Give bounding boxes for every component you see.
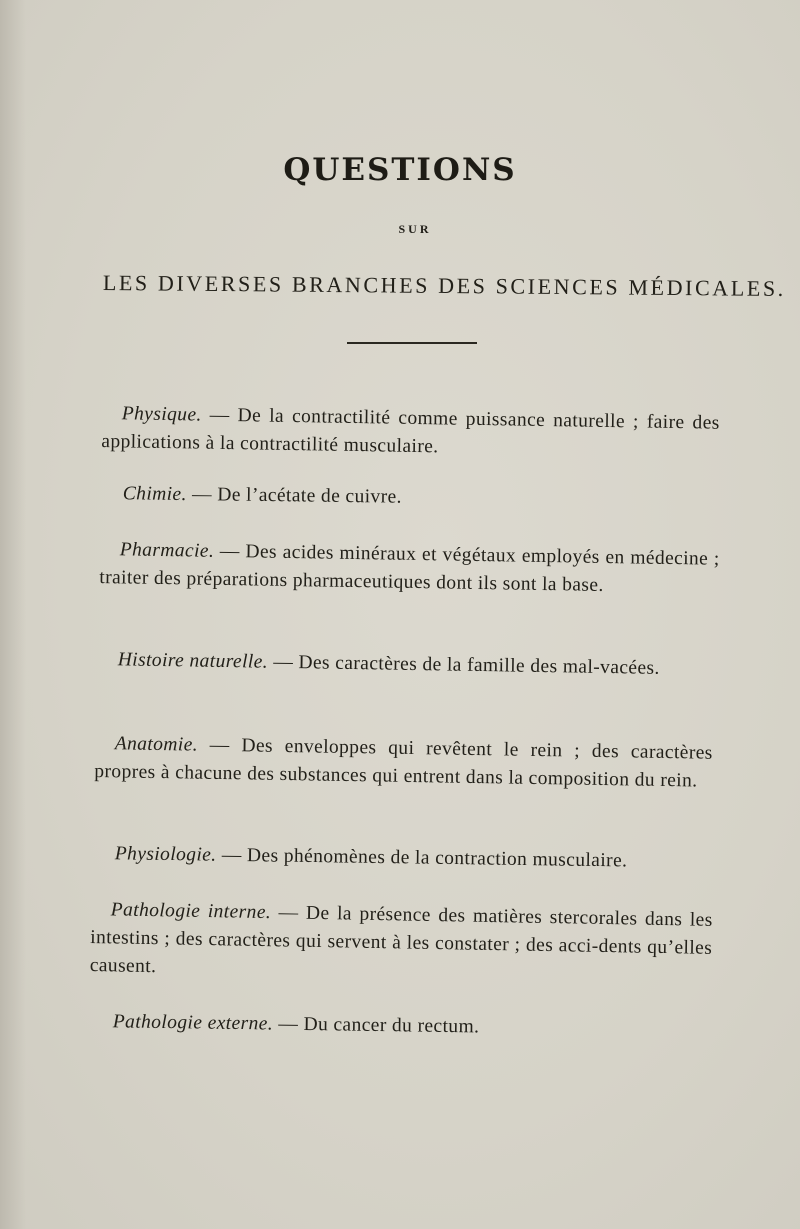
subject-label: Pharmacie. xyxy=(119,539,215,562)
subject-label: Physique. xyxy=(121,403,202,426)
question-text: — Des acides minéraux et végétaux employés en médecine ; traiter des préparations pharmaceutiques dont ils sont la base. xyxy=(99,540,720,596)
subject-label: Anatomie. xyxy=(114,733,199,756)
title-divider xyxy=(347,342,477,344)
question-chimie xyxy=(103,480,721,516)
question-text: — Du cancer du rectum. xyxy=(272,1013,480,1038)
question-text: — Des phénomènes de la contraction musculaire. xyxy=(216,844,628,872)
subject-label: Histoire naturelle. xyxy=(117,649,269,673)
subject-label: Pathologie interne. xyxy=(110,899,272,924)
question-physiologie xyxy=(95,840,713,877)
question-anatomie xyxy=(94,730,713,796)
question-text: — Des enveloppes qui revêtent le rein ; des caractères propres à chacune des substances qui entrent dans la composition du rein. xyxy=(94,734,713,792)
question-text: — De l’acétate de cuivre. xyxy=(186,484,403,508)
subject-label: Chimie. xyxy=(122,483,187,506)
page-title: QUESTIONS xyxy=(283,152,517,188)
question-pathologie-interne xyxy=(90,896,713,991)
question-text: — De la présence des matières stercorales dans les intestins ; des caractères qui servent à les constater ; des acci-dents qu’elles causent. xyxy=(89,902,713,978)
title-connector: SUR xyxy=(398,222,432,236)
page-subtitle: LES DIVERSES BRANCHES DES SCIENCES MÉDICALES. xyxy=(102,270,786,301)
question-text: — De la contractilité comme puissance naturelle ; faire des applications à la contractilité musculaire. xyxy=(101,404,720,458)
question-histoire-naturelle xyxy=(98,646,715,684)
subject-label: Physiologie. xyxy=(114,843,217,866)
question-pathologie-externe xyxy=(93,1008,711,1045)
question-pharmacie xyxy=(99,536,720,602)
question-text: — Des caractères de la famille des mal-vacées. xyxy=(267,651,660,679)
question-physique xyxy=(101,400,720,466)
subject-label: Pathologie externe. xyxy=(112,1011,274,1035)
